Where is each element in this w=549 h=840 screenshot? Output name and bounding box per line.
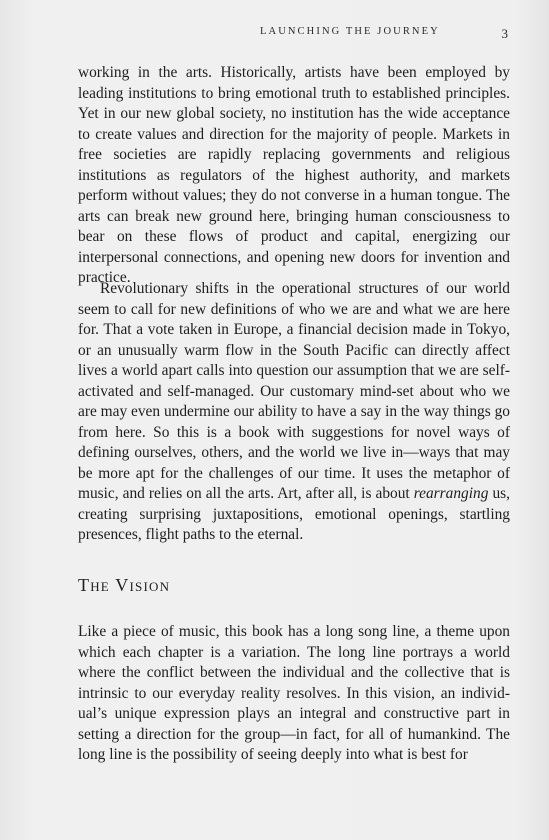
section-heading: The Vision <box>78 575 171 595</box>
paragraph-3: Like a piece of music, this book has a long song line, a theme upon which each chapter is a variation. The long line portrays a world where the conflict between the individual and the collective that is intrinsic to our everyday reality resolves. In this vision, an individual’s unique expression plays an integral and constructive part in setting a direction for the group—in fact, for all of humankind. The long line is the possibility of seeing deeply into what is best for <box>78 623 510 763</box>
paragraph-2-text-end: us, creating surprising juxtapositions, emotional openings, startling presences, flight paths to the eternal. <box>78 485 510 543</box>
running-title: LAUNCHING THE JOURNEY <box>260 26 440 37</box>
page-number: 3 <box>501 26 508 41</box>
paragraph-2 <box>78 279 510 546</box>
paragraph-2-emphasis: rearranging <box>413 485 489 502</box>
running-head <box>78 26 508 44</box>
paragraph-2-text-start: Revolutionary shifts in the operational structures of our world seem to call for new definitions of who we are and what we are here for. That a vote taken in Europe, a financial decision made in Tokyo, or an unusually warm flow in the South Pacific can directly affect lives a world apart calls into question our assumption that we are self-activated and self-managed. Our customary mind-set about who we are may even undermine our ability to have a say in the way things go from here. So this is a book with suggestions for novel ways of defining ourselves, others, and the world we live in—ways that may be more apt for the challenges of our time. It uses the metaphor of music, and relies on all the arts. Art, after all, is about <box>78 280 510 502</box>
paragraph-1: working in the arts. Historically, artists have been employed by leading institutions to bring emotional truth to established principles. Yet in our new global society, no institution has the wide acceptance to create values and direction for the majority of people. Markets in free societies are rapidly replacing governments and religious institutions as regulators of the highest authority, and markets perform without values; they do not converse in a human tongue. The arts can break new ground here, bringing human consciousness to bear on these flows of product and capital, energizing our interpersonal connections, and opening new doors for invention and practice. <box>78 64 510 286</box>
